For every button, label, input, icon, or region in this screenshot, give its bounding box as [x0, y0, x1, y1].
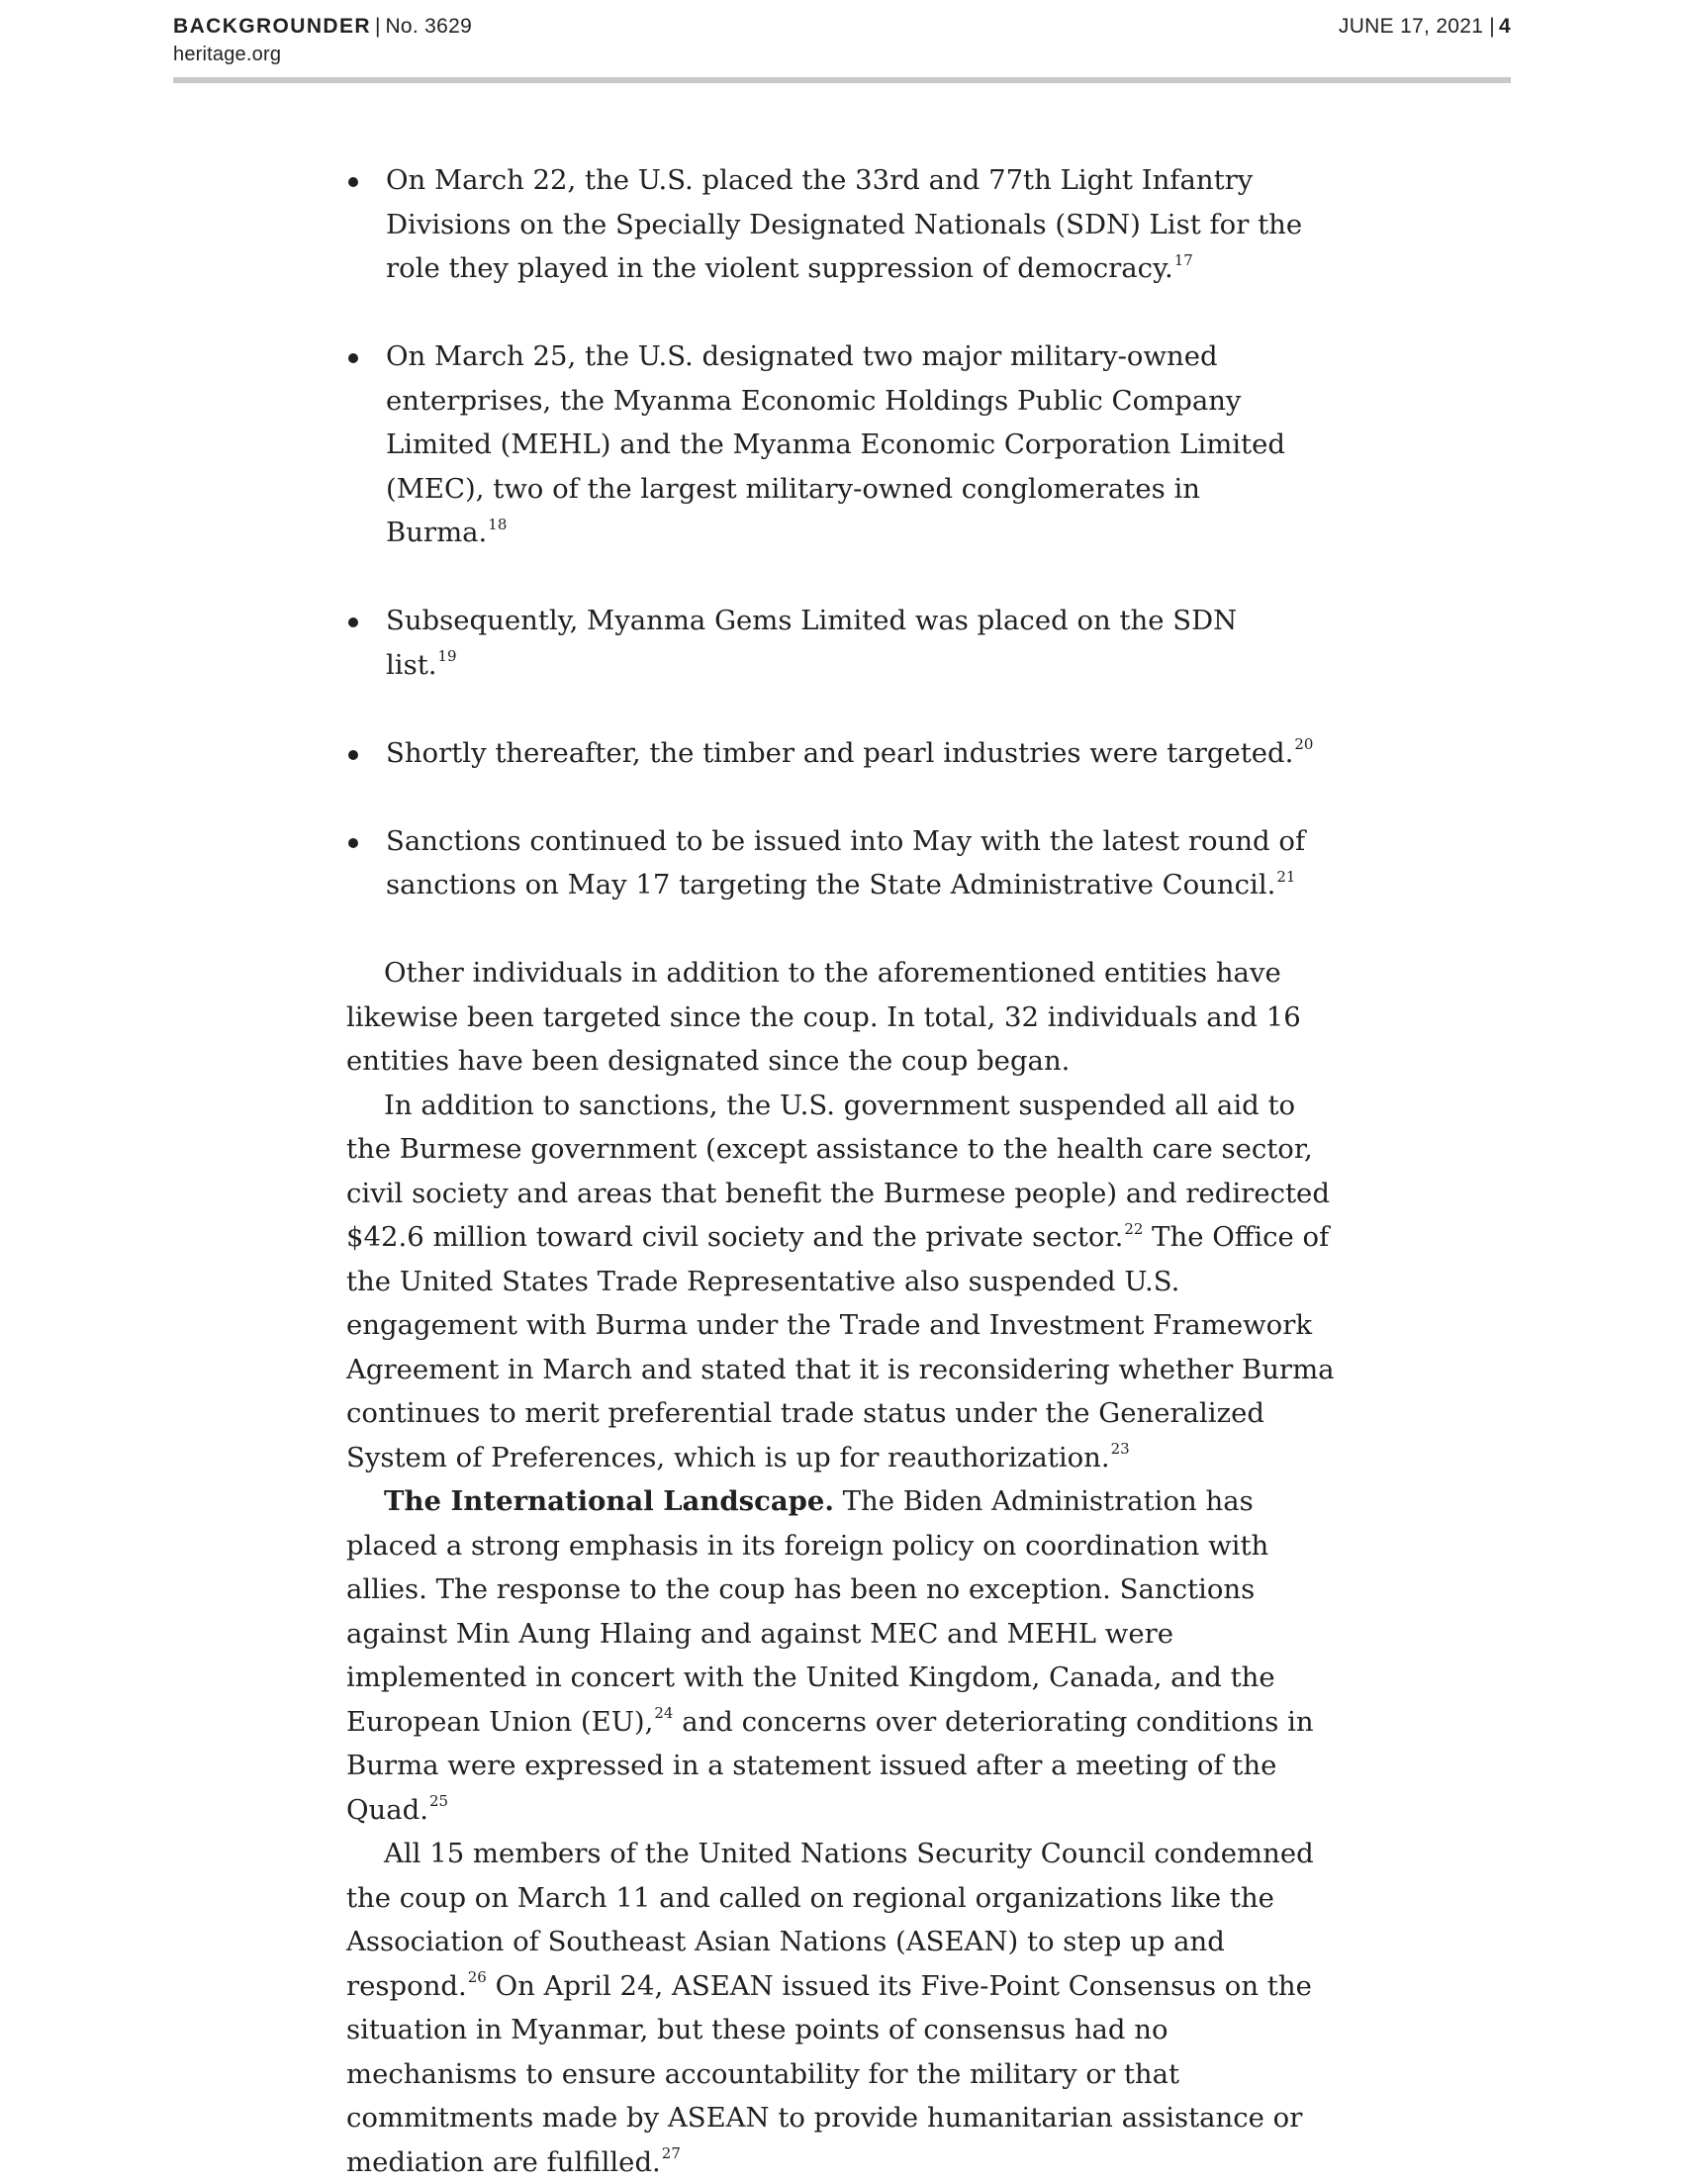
paragraph-un: All 15 members of the United Nations Security Council condemned the coup on March 11 and called on regional organizations like the Association of Southeast Asian Nations (ASEAN) to step up and respond.$^{26}$ On April 24, ASEAN issued its Five-Point Consensus on the situation in Myanmar, but these points of consensus had no mechanisms to ensure accountability for the military or that commitments made by ASEAN to provide humanitarian assistance or mediation are fulfilled.$^{27}$ [346, 1838, 1314, 2178]
bullet-item [346, 599, 1346, 687]
paragraph-aid: In addition to sanctions, the U.S. government suspended all aid to the Burmese government (except assistance to the health care sector, civil society and areas that benefit the Burmese people) and redirected $42.6 million toward civil society and the private sector.$^{22}$ The Office of the United States Trade Representative also suspended U.S. engagement with Burma under the Trade and Investment Framework Agreement in March and stated that it is reconsidering whether Burma continues to merit preferential trade status under the Generalized System of Preferences, which is up for reauthorization.$^{23}$ [346, 1089, 1335, 1473]
bullet-text: Shortly thereafter, the timber and pearl industries were targeted.$^{20}$ [386, 735, 1314, 769]
bullet-icon [348, 838, 358, 848]
footnote-ref[interactable]: 19 [437, 647, 457, 666]
site-link[interactable]: heritage.org [173, 44, 282, 65]
footnote-ref[interactable]: 23 [1110, 1440, 1130, 1459]
separator: | [374, 15, 381, 38]
bullet-text: On March 25, the U.S. designated two major military-owned enterprises, the Myanma Economic Holdings Public Company Limited (MEHL) and the Myanma Economic Corporation Limited (MEC), two of the largest military-owned conglomerates in Burma.$^{18}$ [386, 340, 1285, 548]
issue-number: No. 3629 [385, 15, 473, 38]
series-line [173, 12, 472, 42]
main-content [346, 158, 1346, 2184]
section-heading: The International Landscape. [384, 1485, 834, 1517]
bullet-icon [348, 750, 358, 760]
bullet-icon [348, 617, 358, 627]
bullet-text: On March 22, the U.S. placed the 33rd and 77th Light Infantry Divisions on the Specially Designated Nationals (SDN) List for the role they played in the violent suppression of democracy.$^{17}$ [386, 164, 1303, 284]
footnote-ref[interactable]: 20 [1294, 735, 1314, 754]
bullet-list [346, 158, 1346, 907]
bullet-item [346, 158, 1346, 291]
separator: | [1489, 15, 1496, 38]
bullet-text: Subsequently, Myanma Gems Limited was placed on the SDN list.$^{19}$ [386, 605, 1238, 681]
bullet-item [346, 334, 1346, 555]
footnote-ref[interactable]: 22 [1124, 1219, 1144, 1238]
bullet-text: Sanctions continued to be issued into May with the latest round of sanctions on May 17 targeting the State Administrative Council.$^{21}$ [386, 824, 1306, 901]
bullet-item [346, 731, 1346, 776]
bullet-item [346, 819, 1346, 907]
paragraph-targets: Other individuals in addition to the aforementioned entities have likewise been targeted since the coup. In total, 32 individuals and 16 entities have been designated since the coup began. [346, 957, 1301, 1077]
bullet-icon [348, 353, 358, 363]
header-right [1339, 12, 1511, 42]
page-header [173, 12, 1511, 85]
footnote-ref[interactable]: 21 [1276, 867, 1296, 886]
bullet-icon [348, 177, 358, 187]
series-name: BACKGROUNDER [173, 15, 371, 38]
header-left [173, 12, 472, 67]
header-rule [173, 77, 1511, 83]
footnote-ref[interactable]: 24 [654, 1704, 674, 1723]
footnote-ref[interactable]: 25 [429, 1792, 449, 1811]
paragraph-international: The International Landscape. The Biden Administration has placed a strong emphasis in its foreign policy on coordination with allies. The response to the coup has been no exception. Sanctions against Min Aung Hlaing and against MEC and MEHL were implemented in concert with the United Kingdom, Canada, and the European Union (EU),$^{24}$ and concerns over deteriorating conditions in Burma were expressed in a statement issued after a meeting of the Quad.$^{25}$ [346, 1485, 1314, 1826]
footnote-ref[interactable]: 27 [661, 2144, 681, 2163]
publish-date: JUNE 17, 2021 [1338, 15, 1484, 38]
footnote-ref[interactable]: 26 [467, 1968, 487, 1987]
footnote-ref[interactable]: 18 [488, 515, 508, 533]
page-number: 4 [1499, 15, 1511, 38]
footnote-ref[interactable]: 17 [1173, 250, 1193, 269]
